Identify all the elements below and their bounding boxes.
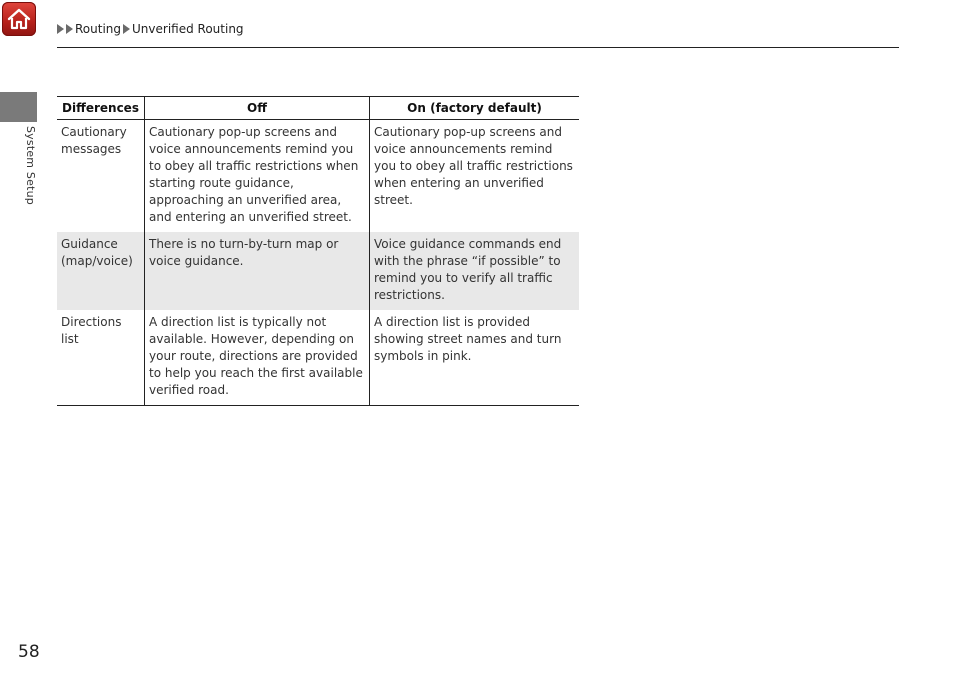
off-cell: Cautionary pop-up screens and voice announcements remind you to obey all traffic restrictions when starting route guidance, approaching an unverified area, and entering an unverified street. (145, 120, 370, 233)
home-button[interactable] (2, 2, 36, 36)
difference-cell: Guidance (map/voice) (57, 232, 145, 310)
difference-cell: Directions list (57, 310, 145, 406)
breadcrumb-arrow-icon (123, 24, 130, 34)
header-divider (57, 47, 899, 48)
breadcrumb-item-routing[interactable]: Routing (75, 22, 122, 36)
breadcrumb-arrow-icon (66, 24, 73, 34)
header-off: Off (145, 97, 370, 120)
header-differences: Differences (57, 97, 145, 120)
on-cell: A direction list is provided showing street names and turn symbols in pink. (370, 310, 580, 406)
breadcrumb-item-unverified-routing: Unverified Routing (132, 22, 244, 36)
difference-cell: Cautionary messages (61, 125, 127, 156)
header-on-factory-default: On (factory default) (370, 97, 580, 120)
section-label: System Setup (24, 126, 37, 205)
home-icon (7, 8, 31, 30)
differences-table (57, 96, 579, 406)
page-number: 58 (18, 642, 40, 662)
table-row (57, 232, 579, 310)
table-header-row (57, 97, 579, 120)
breadcrumb (57, 22, 244, 36)
breadcrumb-arrow-icon (57, 24, 64, 34)
off-cell: There is no turn-by-turn map or voice guidance. (145, 232, 370, 310)
section-tab-marker (0, 92, 37, 122)
off-cell: A direction list is typically not available. However, depending on your route, directions are provided to help you reach the first available verified road. (145, 310, 370, 406)
on-cell: Cautionary pop-up screens and voice announcements remind you to obey all traffic restrictions when entering an unverified street. (370, 120, 580, 233)
table-row (57, 120, 579, 233)
table-row (57, 310, 579, 406)
on-cell: Voice guidance commands end with the phrase “if possible” to remind you to verify all traffic restrictions. (370, 232, 580, 310)
